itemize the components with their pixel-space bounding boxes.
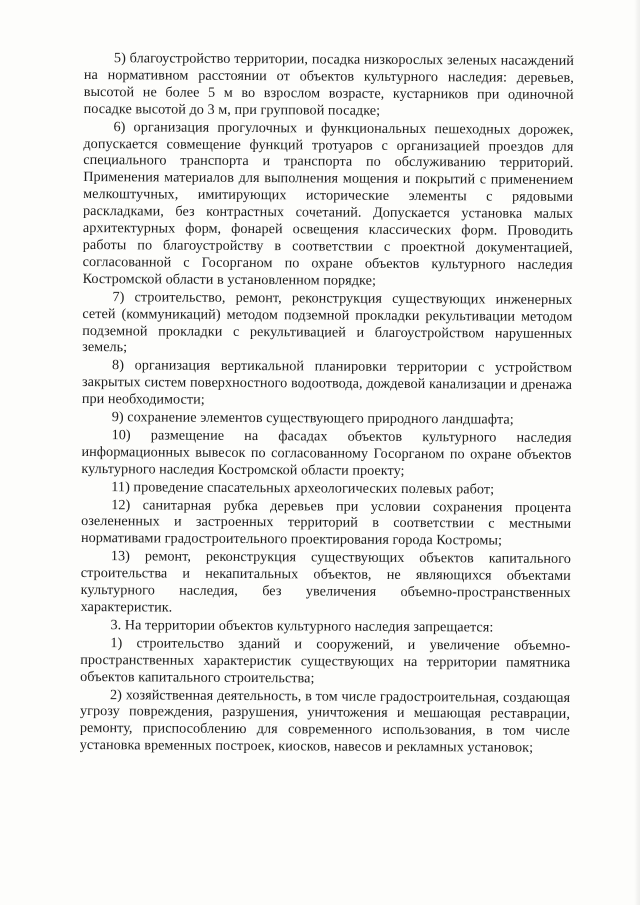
prohibited-item-1: 1) строительство зданий и сооружений, и увеличение объемно-пространственных характеристик существующих на территории памятника объектов капитального строительства; xyxy=(80,634,571,687)
paragraph-item-9: 9) сохранение элементов существующего природного ландшафта; xyxy=(111,409,514,428)
paragraph-item-13: 13) ремонт, реконструкция существующих объектов капитального строительства и некапитальных объектов, не являющихся объектами культурного наследия, без увеличения объемно-пространственных характеристик. xyxy=(80,548,571,616)
paragraph-item-10: 10) размещение на фасадах объектов культурного наследия информационных вывесок по согласованному Госорганом по охране объектов культурного наследия Костромской области проекту; xyxy=(81,427,572,479)
paragraph-item-5: 5) благоустройство территории, посадка низкорослых зеленых насаждений на нормативном расстоянии от объектов культурного наследия: деревьев, высотой не более 5 м во взрослом возрасте, кустарников при одиночной посадке высотой до 3 м, при групповой посадке; xyxy=(83,50,574,119)
document-body xyxy=(80,50,574,758)
paragraph-item-7: 7) строительство, ремонт, реконструкция существующих инженерных сетей (коммуникаций) методом подземной прокладки рекультивации методом подземной прокладки с рекультивацией и благоустройством нарушенных земель; xyxy=(82,288,573,356)
paragraph-item-12: 12) санитарная рубка деревьев при условии сохранения процента озелененных и застроенных территорий в соответствии с местными нормативами градостроительного проектирования города Костромы; xyxy=(80,496,572,549)
scan-edge-shadow xyxy=(634,0,640,905)
prohibited-item-2: 2) хозяйственная деятельность, в том числе градостроительная, создающая угрозу повреждения, разрушения, уничтожения и мешающая реставрации, ремонту, приспособлению для современного использования, в том числе установка временных построек, киосков, навесов и рекламных установок; xyxy=(79,686,571,757)
paragraph-item-11: 11) проведение спасательных археологических полевых работ; xyxy=(111,478,495,498)
section-heading-3: 3. На территории объектов культурного наследия запрещается: xyxy=(110,617,494,636)
paragraph-item-6: 6) организация прогулочных и функциональных пешеходных дорожек, допускается совмещение функций тротуаров с организацией проездов для специального транспорта и транспорта по обслуживанию территорий. Применения материалов для выполнения мощения и покрытий с применением мелкоштучных, имитирующих исторические элементы с рядовыми раскладками, без контрастных сочетаний. Допускается установка малых архитектурных форм, фонарей освещения классических форм. Проводить работы по благоустройству в соответствии с проектной документацией, согласованной с Госорганом по охране объектов культурного наследия Костромской области в установленном порядке; xyxy=(82,118,574,289)
paragraph-item-8: 8) организация вертикальной планировки территории с устройством закрытых систем поверхностного водоотвода, дождевой канализации и дренажа при необходимости; xyxy=(81,357,573,408)
